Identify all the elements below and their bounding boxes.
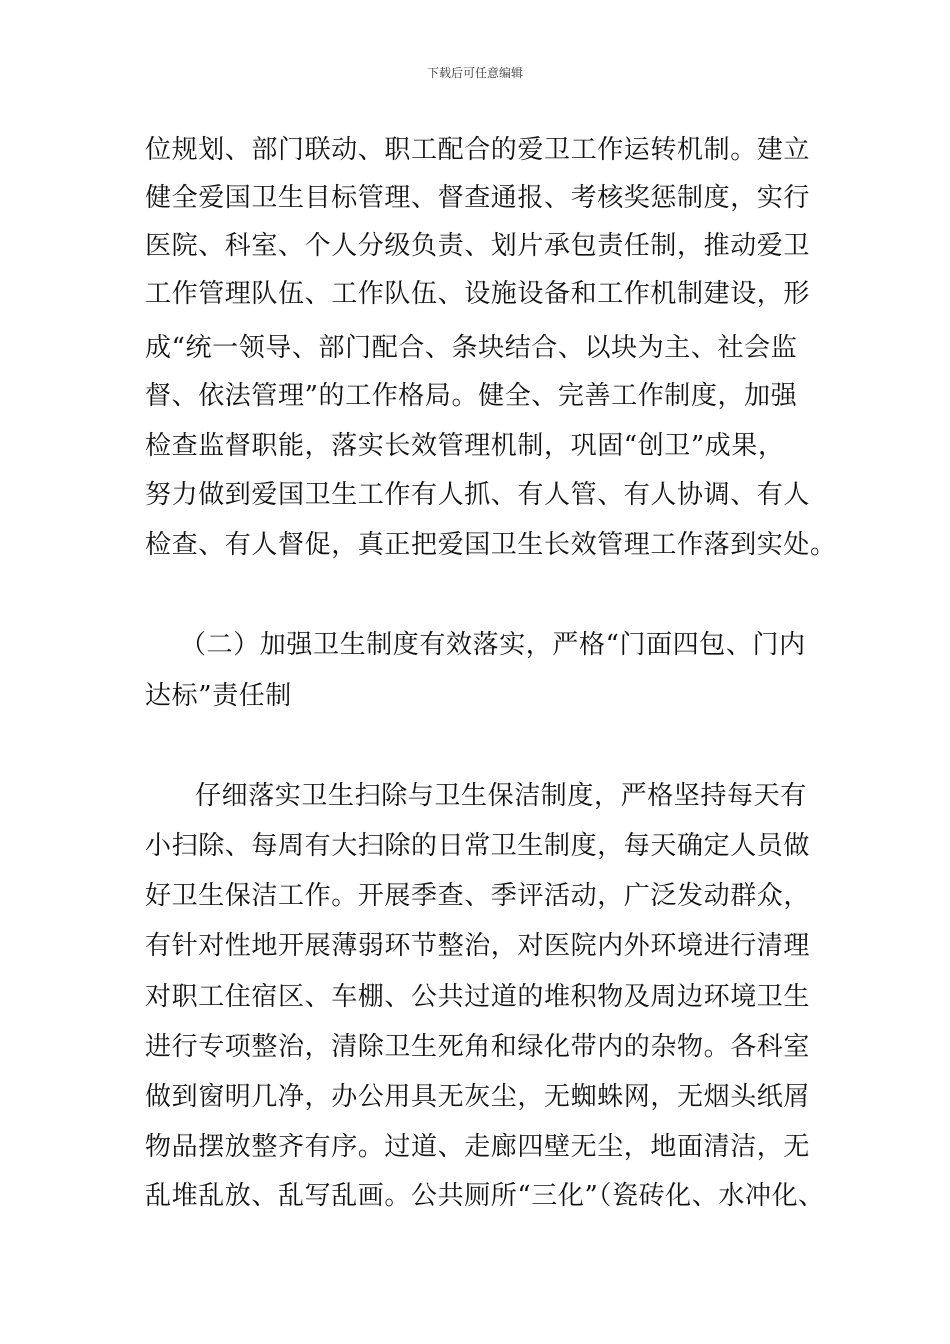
paragraph-line: 位规划、部门联动、职工配合的爱卫工作运转机制。建立 — [145, 135, 811, 165]
paragraph-line: 对职工住宿区、车棚、公共过道的堆积物及周边环境卫生 — [145, 982, 811, 1012]
paragraph-line: 乱堆乱放、乱写乱画。公共厕所“三化”（瓷砖化、水冲化、 — [145, 1181, 825, 1211]
heading-line: （二）加强卫生制度有效落实，严格“门面四包、门内 — [180, 630, 806, 660]
paragraph-line: 好卫生保洁工作。开展季查、季评活动，广泛发动群众， — [145, 881, 811, 911]
paragraph-line: 健全爱国卫生目标管理、督查通报、考核奖惩制度，实行 — [145, 183, 811, 213]
paragraph-line: 督、依法管理”的工作格局。健全、完善工作制度，加强 — [145, 381, 798, 411]
paragraph-line: 医院、科室、个人分级负责、划片承包责任制，推动爱卫 — [145, 231, 811, 261]
paragraph-line: 有针对性地开展薄弱环节整治，对医院内外环境进行清理 — [145, 931, 811, 961]
paragraph-line: 物品摆放整齐有序。过道、走廊四壁无尘，地面清洁，无 — [145, 1132, 811, 1162]
paragraph-line: 检查、有人督促，真正把爱国卫生长效管理工作落到实处。 — [145, 530, 837, 560]
paragraph-line: 成“统一领导、部门配合、条块结合、以块为主、社会监 — [145, 333, 798, 363]
paragraph-line: 进行专项整治，清除卫生死角和绿化带内的杂物。各科室 — [145, 1032, 811, 1062]
paragraph-line: 小扫除、每周有大扫除的日常卫生制度，每天确定人员做 — [145, 831, 811, 861]
paragraph-line: 努力做到爱国卫生工作有人抓、有人管、有人协调、有人 — [145, 480, 811, 510]
paragraph-line: 做到窗明几净，办公用具无灰尘，无蜘蛛网，无烟头纸屑 — [145, 1082, 811, 1112]
paragraph-line: 仔细落实卫生扫除与卫生保洁制度，严格坚持每天有 — [195, 781, 807, 811]
paragraph-line: 检查监督职能，落实长效管理机制，巩固“创卫”成果， — [145, 431, 785, 461]
paragraph-line: 工作管理队伍、工作队伍、设施设备和工作机制建设，形 — [145, 279, 811, 309]
heading-line: 达标”责任制 — [145, 681, 292, 711]
page-header: 下载后可任意编辑 — [426, 66, 523, 80]
